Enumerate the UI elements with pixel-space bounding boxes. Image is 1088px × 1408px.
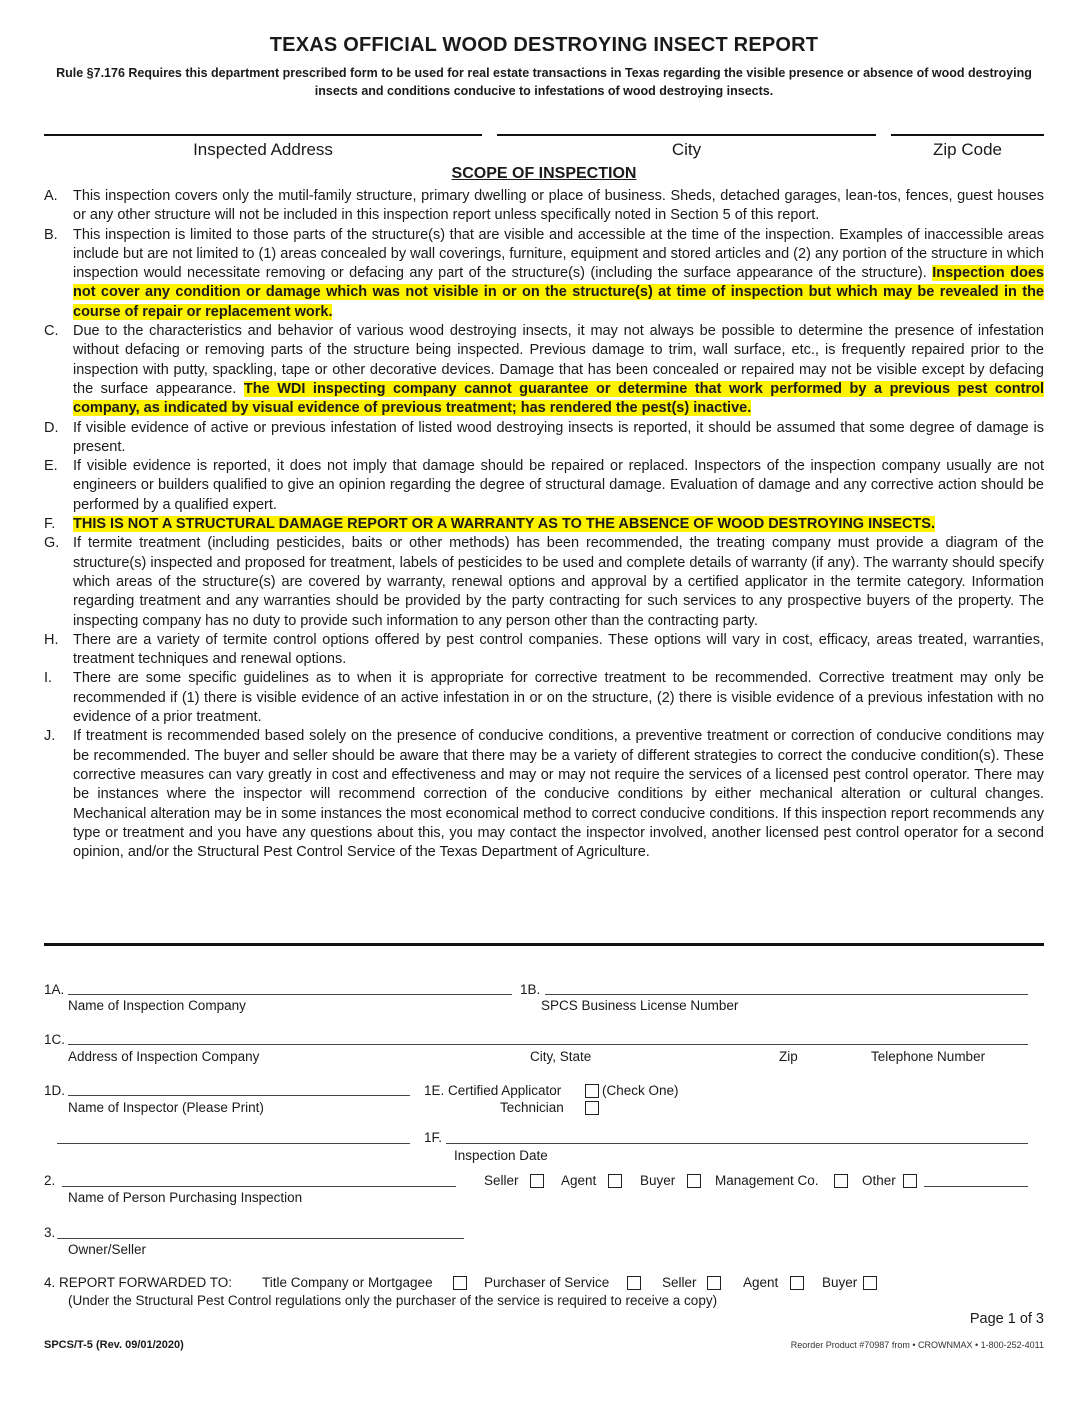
- scope-item-text: [73, 226, 1044, 322]
- forward-seller-option-label: Seller: [662, 1275, 697, 1290]
- zip-label: Zip Code: [933, 140, 1002, 159]
- scope-item-body: This inspection covers only the mutil-family structure, primary dwelling or place of business. Sheds, detached garages, lean-tos, fences, guest houses or any other structure will not be included in this inspection report unless specifically noted in Section 5 of this report.: [73, 188, 1044, 224]
- check-one-note: (Check One): [602, 1083, 679, 1098]
- scope-item: [44, 187, 1044, 226]
- forward-buyer-option-label: Buyer: [822, 1275, 858, 1290]
- forward-regulation-note: (Under the Structural Pest Control regulations only the purchaser of the service is required to receive a copy): [68, 1293, 718, 1308]
- seller-option-label: Seller: [484, 1173, 519, 1188]
- scope-item: [44, 515, 1044, 534]
- field-1f-number: 1F.: [424, 1130, 443, 1145]
- company-zip-label: Zip: [779, 1049, 798, 1064]
- scope-item-text: [73, 727, 1044, 862]
- city-state-label: City, State: [530, 1049, 592, 1064]
- agent-option-label: Agent: [561, 1173, 597, 1188]
- scope-item: [44, 457, 1044, 515]
- scope-item-text: [73, 669, 1044, 727]
- field-1b-number: 1B.: [520, 982, 541, 997]
- inspected-address-line[interactable]: [44, 134, 482, 136]
- city-line[interactable]: [497, 134, 876, 136]
- scope-item-letter: B.: [44, 226, 58, 243]
- scope-item-letter: J.: [44, 728, 56, 745]
- scope-item: [44, 534, 1044, 630]
- technician-label: Technician: [500, 1100, 564, 1115]
- scope-item-body: If visible evidence is reported, it does not imply that damage should be repaired or replaced. Inspectors of the inspection company usually are not engineers or builders qualified to give an opinion regarding the degree of structural damage. Evaluation of damage and any corrective action should be performed by a qualified expert.: [73, 458, 1044, 513]
- scope-item-body: There are some specific guidelines as to when it is appropriate for corrective treatment to be recommended. Corrective treatment may only be recommended if (1) there is visible evidence of an active infestation in or on the structure, (2) there is visible evidence of a previous infestation with no evidence of a prior treatment.: [73, 670, 1044, 726]
- forward-buyer-checkbox[interactable]: [863, 1276, 877, 1290]
- scope-item-body: There are a variety of termite control options offered by pest control companies. These options will vary in cost, efficacy, areas treated, warranties, treatment techniques and renewal options.: [73, 631, 1044, 668]
- technician-checkbox[interactable]: [585, 1101, 599, 1115]
- scope-item-letter: F.: [44, 516, 56, 533]
- inspected-address-label: Inspected Address: [193, 140, 333, 159]
- scope-item-text: [73, 419, 1044, 458]
- signature-line[interactable]: [57, 1143, 410, 1144]
- scope-item-highlight: The WDI inspecting company cannot guarantee or determine that work performed by a previous pest control company, as indicated by visual evidence of previous treatment; has rendered the pest(s) inactive.: [73, 380, 1044, 417]
- rule-notice: Rule §7.176 Requires this department prescribed form to be used for real estate transactions in Texas regarding the visible presence or absence of wood destroying insects and conditions conducive to infestations of wood destroying insects.: [56, 66, 1032, 98]
- field-3-number: 3.: [44, 1225, 56, 1240]
- scope-item: [44, 419, 1044, 458]
- page-title: TEXAS OFFICIAL WOOD DESTROYING INSECT REPORT: [269, 34, 819, 56]
- field-1c-number: 1C.: [44, 1032, 66, 1047]
- scope-item-body: This inspection is limited to those parts of the structure(s) that are visible and accessible at the time of the inspection. Examples of inaccessible areas include but are not limited to (1) areas concealed by wall coverings, furniture, equipment and stored articles and (2) any portion of the structure in which inspection would necessitate removing or defacing any part of the structure(s) (including the surface appearance of the structure).: [73, 226, 1044, 282]
- inspector-name-input[interactable]: [68, 1095, 410, 1096]
- purchaser-name-label: Name of Person Purchasing Inspection: [68, 1190, 303, 1205]
- company-address-label: Address of Inspection Company: [68, 1049, 260, 1064]
- page-number: Page 1 of 3: [969, 1311, 1044, 1327]
- certified-applicator-label: Certified Applicator: [448, 1083, 562, 1098]
- scope-list: [44, 187, 1044, 862]
- scope-item-body: Due to the characteristics and behavior of various wood destroying insects, it may not always be possible to determine the presence of infestation without defacing or removing parts of the structure being inspected. Previous damage to trim, wall surface, etc., is frequently repaired prior to the inspection with putty, spackling, tape or other decorative devices. Damage that has been concealed or repaired may not be visible except by defacing the surface appearance.: [73, 323, 1044, 397]
- forward-agent-checkbox[interactable]: [790, 1276, 804, 1290]
- section-divider: [44, 943, 1044, 946]
- field-1e-number: 1E.: [424, 1083, 445, 1098]
- zip-line[interactable]: [891, 134, 1044, 136]
- certified-applicator-checkbox[interactable]: [585, 1084, 599, 1098]
- scope-item: [44, 322, 1044, 418]
- field-2-number: 2.: [44, 1173, 56, 1188]
- forward-seller-checkbox[interactable]: [707, 1276, 721, 1290]
- field-1d-number: 1D.: [44, 1083, 66, 1098]
- report-forwarded-label: 4. REPORT FORWARDED TO:: [44, 1275, 233, 1290]
- scope-item-letter: A.: [44, 188, 58, 204]
- other-checkbox[interactable]: [903, 1174, 917, 1188]
- purchaser-option-label: Purchaser of Service: [484, 1275, 610, 1290]
- scope-item-text: [73, 534, 1044, 630]
- seller-checkbox[interactable]: [530, 1174, 544, 1188]
- inspector-name-label: Name of Inspector (Please Print): [68, 1100, 264, 1115]
- scope-item-body: If treatment is recommended based solely on the presence of conducive conditions, a preventive treatment or correction of conducive conditions may be recommended. The buyer and seller should be aware that there may be a variety of different strategies to correct the conducive condition(s). These corrective measures can vary greatly in cost and effectiveness and may or may not require the services of a licensed pest control operator. There may be instances where the inspector will recommend correction of the conducive conditions by either mechanical alteration or cultural changes. Mechanical alteration may be in some instances the most economical method to correct conducive conditions. If this inspection report recommends any type or treatment and you have any questions about this, you may contact the inspector involved, another licensed pest control operator for a second opinion, and/or the Structural Pest Control Service of the Texas Department of Agriculture.: [73, 728, 1044, 861]
- reorder-note: Reorder Product #70987 from • CROWNMAX • 1-800-252-4011: [790, 1340, 1044, 1350]
- purchaser-name-input[interactable]: [62, 1186, 456, 1187]
- agent-checkbox[interactable]: [608, 1174, 622, 1188]
- scope-item-letter: I.: [44, 670, 53, 687]
- title-company-option-label: Title Company or Mortgagee: [262, 1275, 433, 1290]
- owner-seller-label: Owner/Seller: [68, 1242, 147, 1257]
- management-checkbox[interactable]: [834, 1174, 848, 1188]
- forward-agent-option-label: Agent: [743, 1275, 779, 1290]
- city-label: City: [671, 140, 702, 159]
- inspection-company-label: Name of Inspection Company: [68, 998, 246, 1013]
- scope-heading: SCOPE OF INSPECTION: [451, 165, 637, 182]
- scope-item-letter: E.: [44, 458, 58, 475]
- scope-item-body: If visible evidence of active or previous infestation of listed wood destroying insects is reported, it should be assumed that some degree of damage is present.: [73, 419, 1044, 455]
- scope-item-letter: G.: [44, 535, 60, 552]
- company-address-input[interactable]: [68, 1044, 1028, 1045]
- other-option-label: Other: [862, 1173, 896, 1188]
- scope-item-text: [73, 457, 1044, 515]
- inspection-date-label: Inspection Date: [454, 1148, 548, 1163]
- scope-item: [44, 669, 1044, 727]
- field-1a-number: 1A.: [44, 982, 65, 997]
- license-number-label: SPCS Business License Number: [541, 998, 739, 1013]
- scope-item-highlight: Inspection does not cover any condition or damage which was not visible in or on the structure(s) at time of inspection but which may be revealed in the course of repair or replacement work.: [73, 265, 1044, 320]
- scope-item-letter: D.: [44, 419, 59, 436]
- buyer-option-label: Buyer: [640, 1173, 676, 1188]
- license-number-input[interactable]: [545, 994, 1028, 995]
- telephone-label: Telephone Number: [871, 1049, 986, 1064]
- buyer-checkbox[interactable]: [687, 1174, 701, 1188]
- purchaser-checkbox[interactable]: [627, 1276, 641, 1290]
- scope-item-text: [73, 322, 1044, 418]
- inspection-date-input[interactable]: [446, 1143, 1028, 1144]
- scope-item-text: [73, 631, 1044, 670]
- form-id: SPCS/T-5 (Rev. 09/01/2020): [44, 1339, 184, 1351]
- scope-item-body: If termite treatment (including pesticides, baits or other methods) has been recommended, the treating company must provide a diagram of the structure(s) inspected and proposed for treatment, labels of pesticides to be used and complete details of warranty (if any). The warranty should specify which areas of the structure(s) are covered by warranty, renewal options and approval by a certified applicator in the termite category. Information regarding treatment and any warranties should be provided by the party contracting for such services to any prospective buyers of the property. The inspecting company has no duty to provide such information to any person other than the contracting party.: [73, 535, 1044, 629]
- scope-item: [44, 631, 1044, 670]
- title-company-checkbox[interactable]: [453, 1276, 467, 1290]
- scope-item: [44, 727, 1044, 862]
- inspection-company-input[interactable]: [68, 994, 512, 995]
- scope-item-letter: C.: [44, 323, 59, 340]
- scope-item-text: [73, 187, 1044, 226]
- scope-item-text: [73, 515, 1044, 534]
- management-option-label: Management Co.: [715, 1173, 819, 1188]
- scope-item: [44, 226, 1044, 322]
- scope-item-highlight: THIS IS NOT A STRUCTURAL DAMAGE REPORT OR A WARRANTY AS TO THE ABSENCE OF WOOD DESTROYING INSECTS.: [73, 516, 935, 533]
- owner-seller-input[interactable]: [57, 1238, 464, 1239]
- scope-item-letter: H.: [44, 631, 59, 648]
- other-specify-input[interactable]: [924, 1186, 1028, 1187]
